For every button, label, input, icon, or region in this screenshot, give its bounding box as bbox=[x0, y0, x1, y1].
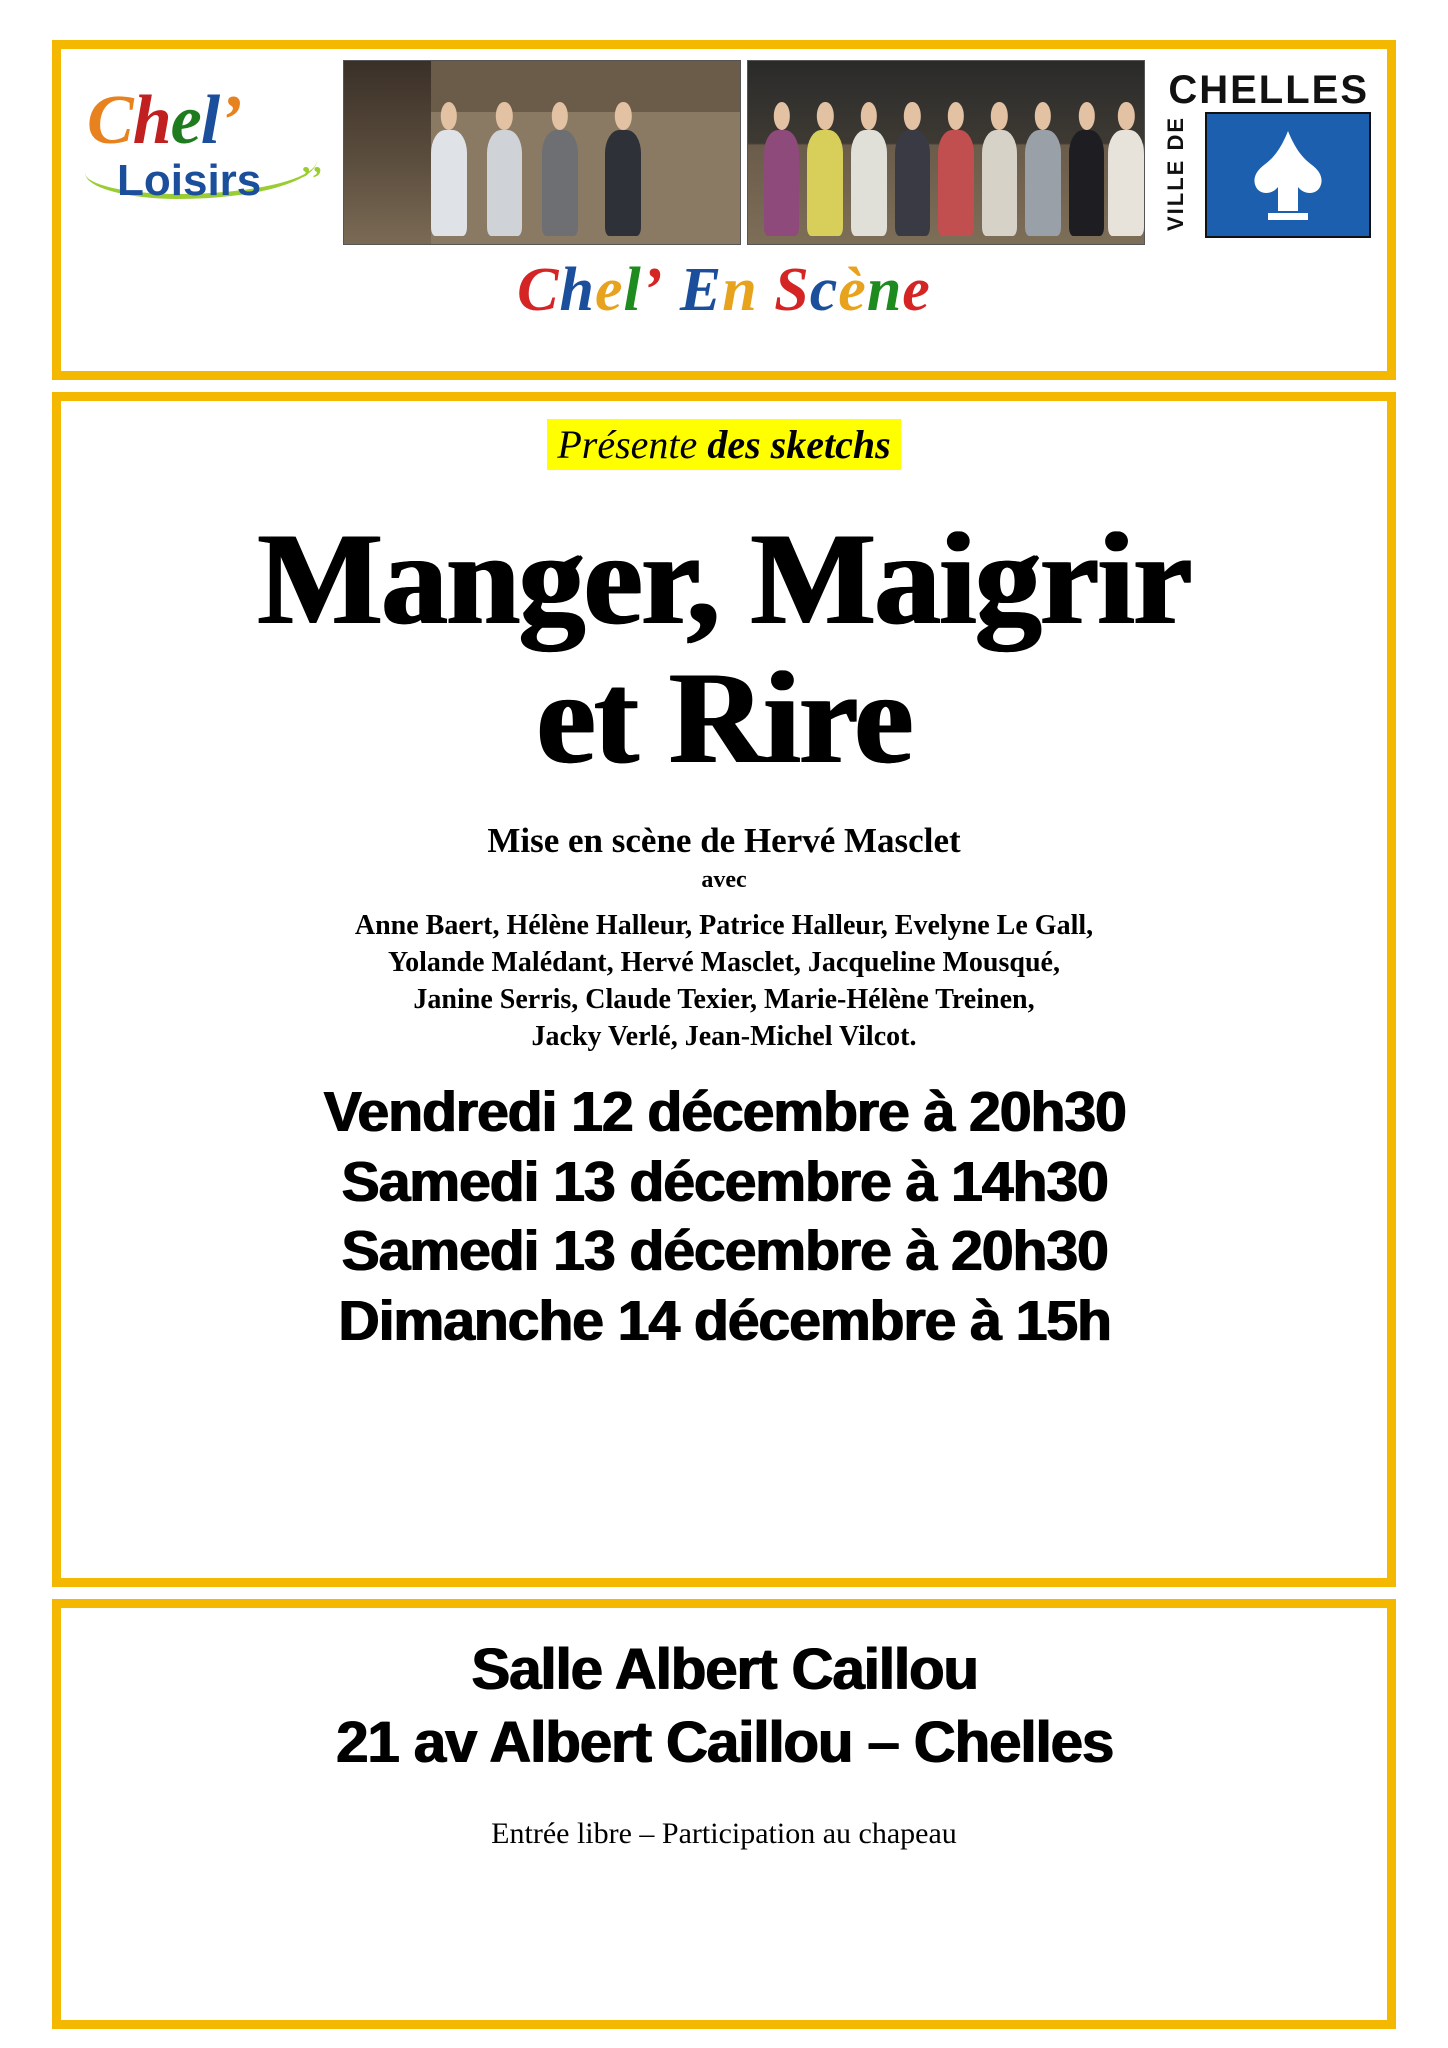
city-name-label: CHELLES bbox=[1168, 67, 1369, 112]
chel-loisirs-subtitle: Loisirs bbox=[117, 156, 262, 205]
venue-name: Salle Albert Caillou bbox=[470, 1637, 978, 1702]
performer-silhouette bbox=[1108, 130, 1144, 236]
ville-de-label: VILLE DE bbox=[1163, 115, 1188, 231]
fleur-de-lys-icon bbox=[1228, 125, 1348, 225]
performer-silhouette bbox=[605, 130, 641, 236]
performer-silhouette bbox=[807, 130, 843, 236]
title-letter: c bbox=[809, 256, 839, 324]
performer-silhouette bbox=[542, 130, 578, 236]
venue-block bbox=[52, 1599, 1396, 2029]
performer-silhouette bbox=[431, 130, 467, 236]
venue-address: 21 av Albert Caillou – Chelles bbox=[335, 1709, 1113, 1775]
presents-subject: des sketchs bbox=[707, 422, 891, 467]
performer-silhouette bbox=[895, 130, 931, 236]
cast-line: Jacky Verlé, Jean-Michel Vilcot. bbox=[531, 1021, 917, 1053]
logo-letter: h bbox=[132, 82, 171, 159]
showtime-item: Samedi 13 décembre à 14h30 bbox=[340, 1149, 1108, 1214]
main-block bbox=[52, 392, 1396, 1587]
header-logos-row bbox=[61, 49, 1387, 249]
title-letter: e bbox=[902, 256, 931, 324]
title-letter: l bbox=[623, 256, 642, 324]
show-title-line-1: Manger, Maigrir bbox=[257, 505, 1191, 652]
city-crest bbox=[1205, 112, 1371, 238]
presents-banner bbox=[547, 419, 900, 470]
photo-troupe-2 bbox=[747, 60, 1145, 245]
logo-letter: l bbox=[200, 82, 220, 159]
ville-de-chelles-logo bbox=[1159, 67, 1369, 235]
title-letter: e bbox=[595, 256, 624, 324]
leaf-icon: ‚‚ bbox=[300, 143, 323, 180]
title-letter: h bbox=[559, 256, 595, 324]
director-credit: Mise en scène de Hervé Masclet bbox=[487, 821, 961, 861]
chel-loisirs-logo bbox=[79, 72, 329, 232]
showtime-item: Vendredi 12 décembre à 20h30 bbox=[322, 1080, 1126, 1144]
troupe-title bbox=[61, 249, 1387, 326]
presents-prefix: Présente bbox=[557, 422, 708, 467]
logo-letter: ’ bbox=[219, 82, 242, 159]
logo-letter: e bbox=[170, 82, 201, 159]
title-space bbox=[663, 256, 680, 324]
photo-troupe-1 bbox=[343, 60, 741, 245]
cast-line: Anne Baert, Hélène Halleur, Patrice Halleur, Evelyne Le Gall, bbox=[354, 910, 1094, 942]
performer-silhouette bbox=[764, 130, 800, 236]
photo-strip bbox=[343, 60, 1145, 245]
show-title-line-2: et Rire bbox=[536, 643, 912, 791]
cast-label: avec bbox=[701, 867, 747, 894]
showtimes-list bbox=[87, 1078, 1361, 1356]
cast-line: Yolande Malédant, Hervé Masclet, Jacqueline Mousqué, bbox=[388, 947, 1060, 979]
performer-silhouette bbox=[938, 130, 974, 236]
entry-info: Entrée libre – Participation au chapeau bbox=[491, 1817, 957, 1850]
cast-list bbox=[87, 908, 1361, 1056]
title-letter: C bbox=[517, 256, 560, 324]
performer-silhouette bbox=[487, 130, 523, 236]
header-block bbox=[52, 40, 1396, 380]
showtime-item: Dimanche 14 décembre à 15h bbox=[337, 1288, 1111, 1353]
performer-silhouette bbox=[1025, 130, 1061, 236]
title-letter: S bbox=[774, 256, 810, 324]
performer-silhouette bbox=[1069, 130, 1105, 236]
cast-line: Janine Serris, Claude Texier, Marie-Hélène Treinen, bbox=[413, 984, 1035, 1016]
performer-silhouette bbox=[851, 130, 887, 236]
title-letter: n bbox=[722, 256, 758, 324]
title-letter: ’ bbox=[641, 256, 664, 324]
logo-letter: C bbox=[87, 82, 133, 159]
title-letter: è bbox=[838, 256, 867, 324]
show-title bbox=[87, 505, 1361, 791]
chel-loisirs-wordmark bbox=[87, 82, 242, 159]
showtime-item: Samedi 13 décembre à 20h30 bbox=[340, 1219, 1108, 1284]
performer-silhouette bbox=[982, 130, 1018, 236]
title-space bbox=[758, 256, 775, 324]
title-letter: n bbox=[866, 256, 903, 324]
title-letter: E bbox=[679, 256, 723, 324]
